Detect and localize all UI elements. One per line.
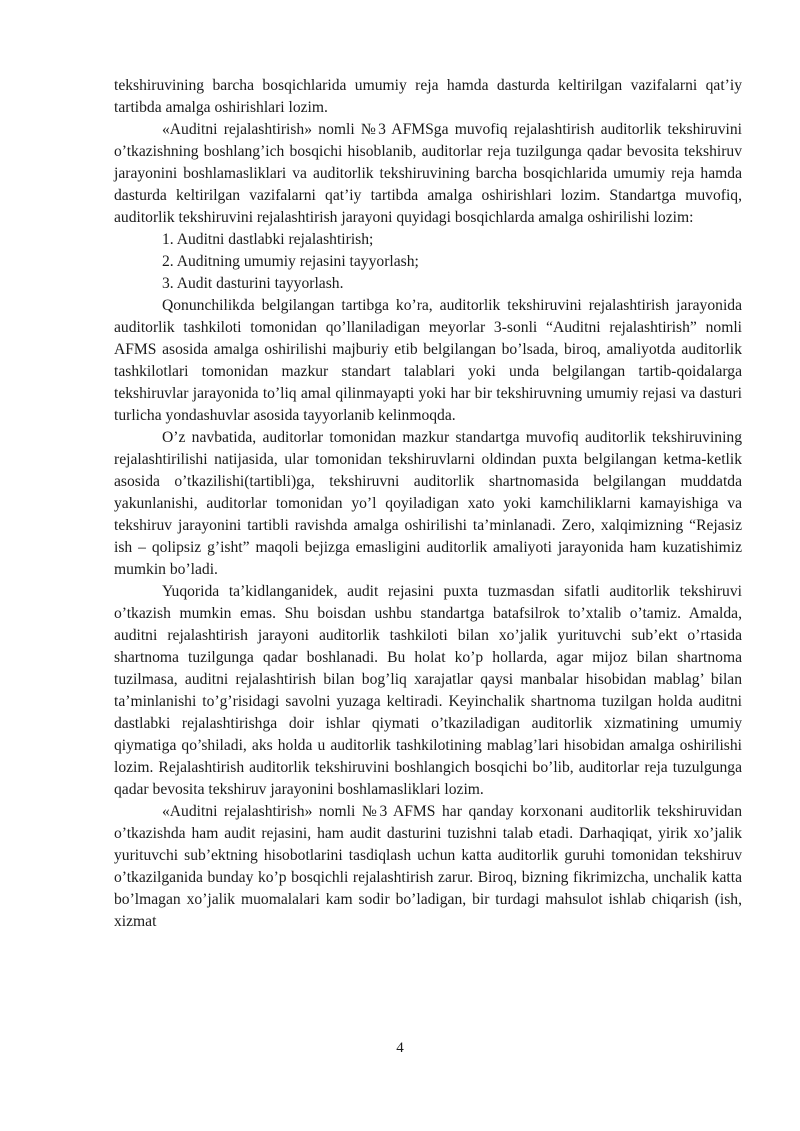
list-item: 2. Auditning umumiy rejasini tayyorlash; [162, 253, 419, 270]
paragraph-standard-intro: «Auditni rejalashtirish» nomli №3 AFMSga muvofiq rejalashtirish auditorlik tekshiruvini o’tkazishning boshlang’ich bosqichi hisoblanib, auditorlar reja tuzilgunga qadar bevosita tekshiruv jarayonini boshlamasliklari va auditorlik tekshiruvining barcha bosqichlarida umumiy reja hamda dasturda keltirilgan vazifalarni qat’iy tartibda amalga oshirishlari lozim. Standartga muvofiq, auditorlik tekshiruvini rejalashtirish jarayoni quyidagi bosqichlarda amalga oshirilishi lozim: [114, 121, 742, 226]
list-item: 1. Auditni dastlabki rejalashtirish; [162, 231, 374, 248]
paragraph-continuation: tekshiruvining barcha bosqichlarida umumiy reja hamda dasturda keltirilgan vazifalarni qat’iy tartibda amalga oshirishlari lozim. [114, 77, 742, 116]
page-number: 4 [396, 1040, 404, 1056]
page-body [114, 75, 742, 933]
paragraph-legislation: Qonunchilikda belgilangan tartibga ko’ra, auditorlik tekshiruvini rejalashtirish jarayonida auditorlik tashkiloti tomonidan qo’llaniladigan meyorlar 3-sonli “Auditni rejalashtirish” nomli AFMS asosida amalga oshirilishi majburiy etib belgilangan bo’lsada, biroq, amaliyotda auditorlik tashkilotlari tomonidan mazkur standart talablari yoki unda belgilangan tartib-qoidalarga tekshiruvlar jarayonida to’liq amal qilinmayapti yoki har bir tekshiruvning umumiy rejasi va dasturi turlicha yondashuvlar asosida tayyorlanib kelinmoqda. [114, 297, 742, 424]
paragraph-results: O’z navbatida, auditorlar tomonidan mazkur standartga muvofiq auditorlik tekshiruvining rejalashtirilishi natijasida, ular tomonidan tekshiruvlarni oldindan puxta belgilangan ketma-ketlik asosida o’tkazilishi(tartibli)ga, tekshiruvni auditorlik shartnomasida belgilangan muddatda yakunlanishi, auditorlar tomonidan yo’l qoyiladigan xato yoki kamchiliklarni kamayishiga va tekshiruv jarayonini tartibli ravishda amalga oshirilishi ta’minlanadi. Zero, xalqimizning “Rejasiz ish – qolipsiz g’isht” maqoli bejizga emasligini auditorlik amaliyoti jarayonida ham kuzatishimiz mumkin bo’ladi. [114, 429, 742, 578]
paragraph-audit-plan: Yuqorida ta’kidlanganidek, audit rejasini puxta tuzmasdan sifatli auditorlik tekshiruvi o’tkazish mumkin emas. Shu boisdan ushbu standartga batafsilrok to’xtalib o’tamiz. Amalda, auditni rejalashtirish jarayoni auditorlik tashkiloti bilan xo’jalik yurituvchi sub’ekt o’rtasida shartnoma tuzilgunga qadar boshlanadi. Bu holat ko’p hollarda, agar mijoz bilan shartnoma tuzilmasa, auditni rejalashtirish bilan bog’liq xarajatlar qaysi manbalar hisobidan mablag’ bilan ta’minlanishi to’g’risidagi savolni yuzaga keltiradi. Keyinchalik shartnoma tuzilgan holda auditni dastlabki rejalashtirishga doir ishlar qiymati o’tkaziladigan auditorlik xizmatining umumiy qiymatiga qo’shiladi, aks holda u auditorlik tashkilotining mablag’lari hisobidan amalga oshirilishi lozim. Rejalashtirish auditorlik tekshiruvini boshlangich bosqichi bo’lib, auditorlar reja tuzulgunga qadar bevosita tekshiruv jarayonini boshlamasliklari lozim. [114, 583, 742, 798]
list-item: 3. Audit dasturini tayyorlash. [162, 275, 344, 292]
paragraph-afms-requirements: «Auditni rejalashtirish» nomli №3 AFMS har qanday korxonani auditorlik tekshiruvidan o’tkazishda ham audit rejasini, ham audit dasturini tuzishni talab etadi. Darhaqiqat, yirik xo’jalik yurituvchi sub’ektning hisobotlarini tasdiqlash uchun katta auditorlik guruhi tomonidan tekshiruv o’tkazilganida bunday ko’p bosqichli rejalashtirish zarur. Biroq, bizning fikrimizcha, unchalik katta bo’lmagan xo’jalik muomalalari kam sodir bo’ladigan, bir turdagi mahsulot ishlab chiqarish (ish, xizmat [114, 803, 742, 930]
